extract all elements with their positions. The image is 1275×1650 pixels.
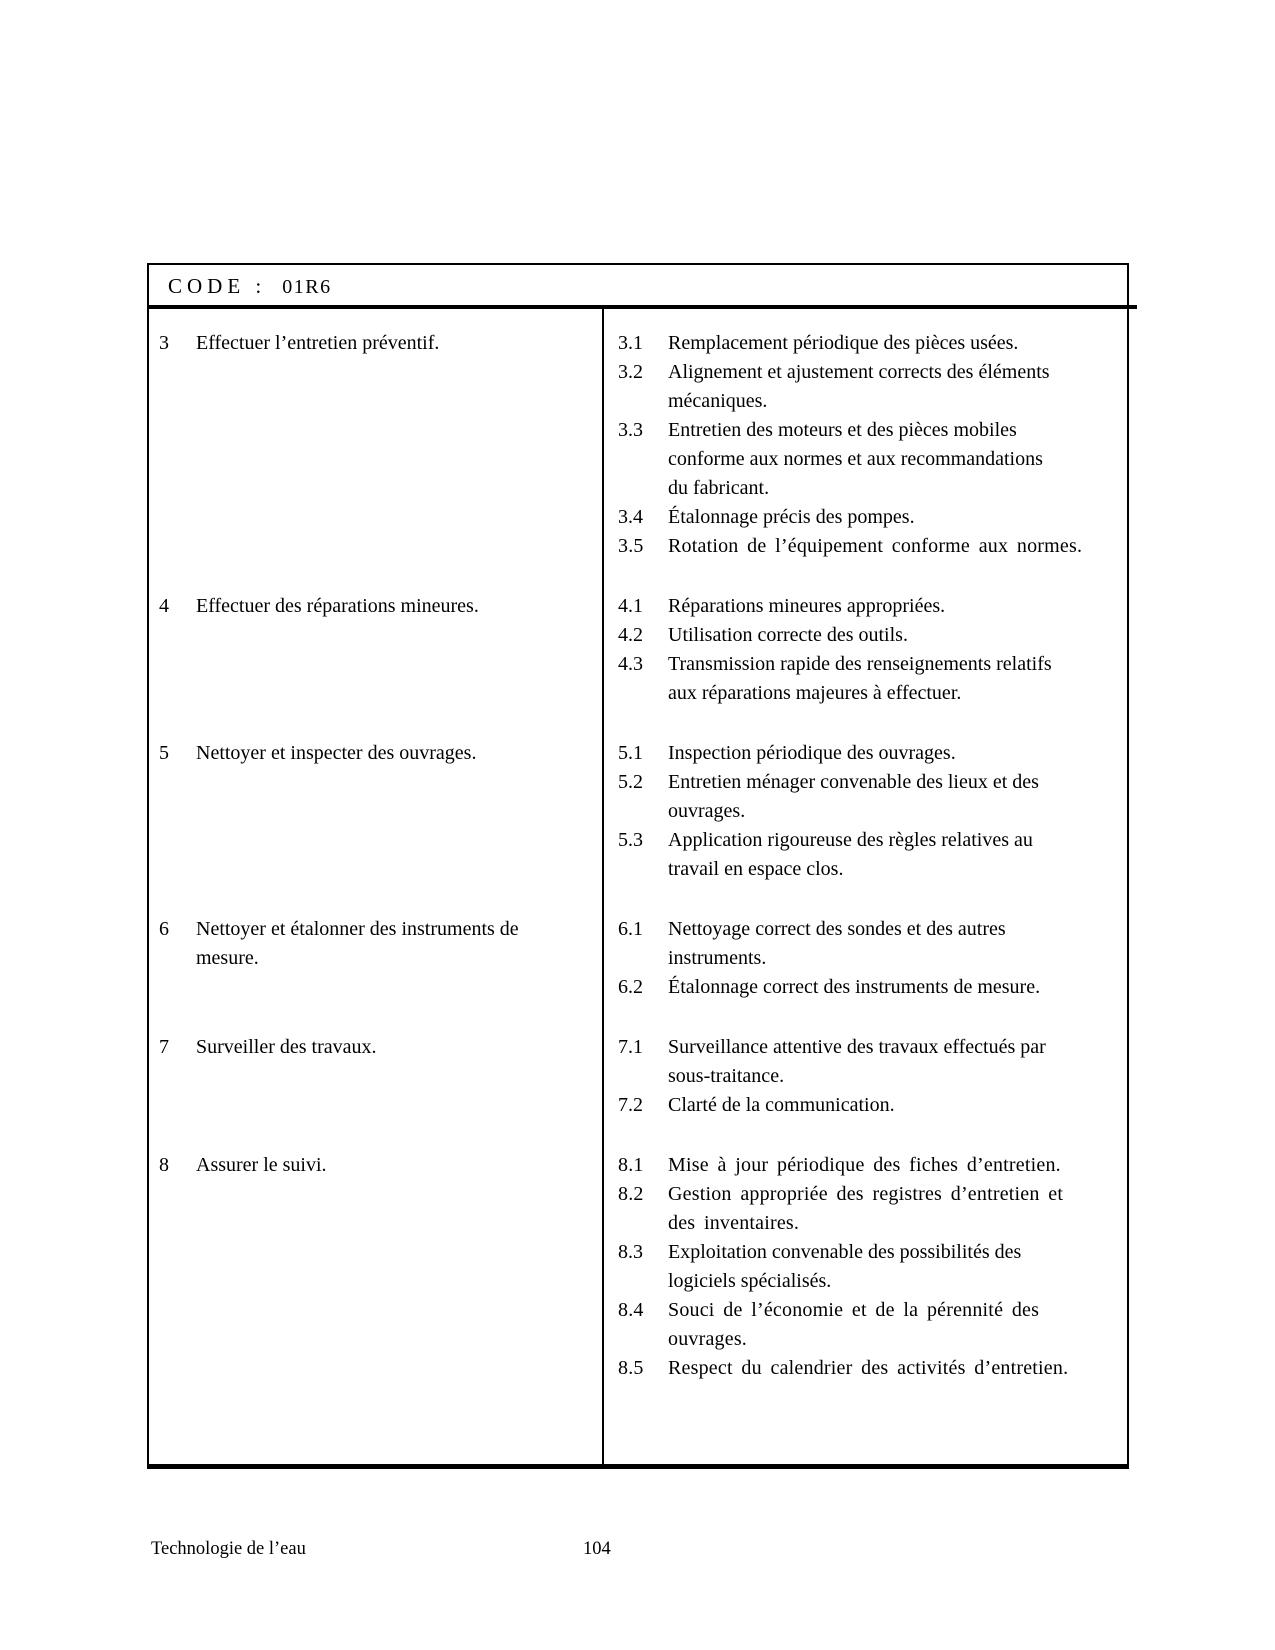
criterion-text: des inventaires. [668, 1212, 800, 1234]
table-row [149, 1151, 1127, 1383]
text-line [618, 768, 1123, 797]
text-line [159, 1033, 590, 1062]
objective-text: Nettoyer et inspecter des ouvrages. [196, 742, 477, 764]
text-line [618, 1296, 1123, 1325]
criterion-text: instruments. [668, 947, 767, 969]
text-line [618, 1209, 1123, 1238]
criterion-number [618, 387, 668, 416]
objective-cell [149, 1033, 604, 1120]
criterion-number: 5.3 [618, 829, 643, 851]
text-line [618, 679, 1123, 708]
criterion-number [618, 474, 668, 503]
criterion-text: Souci de l’économie et de la pérennité des [668, 1299, 1040, 1321]
text-line [618, 797, 1123, 826]
criteria-cell [604, 1033, 1127, 1120]
criterion-number: 4.2 [618, 624, 643, 646]
objective-cell [149, 1151, 604, 1383]
text-line [159, 944, 590, 973]
text-line [618, 650, 1123, 679]
criterion-text: Rotation de l’équipement conforme aux normes. [668, 535, 1083, 557]
criterion-number: 8.1 [618, 1154, 644, 1176]
text-line [618, 1180, 1123, 1209]
text-line [618, 532, 1123, 561]
text-line [618, 358, 1123, 387]
text-line [618, 739, 1123, 768]
column-divider [602, 309, 604, 1464]
criterion-number [618, 944, 668, 973]
text-line [618, 1091, 1123, 1120]
criterion-text: du fabricant. [668, 477, 770, 499]
criterion-number: 5.2 [618, 771, 643, 793]
criterion-number [618, 855, 668, 884]
objective-cell [149, 329, 604, 561]
criterion-number [618, 1062, 668, 1091]
criterion-number: 8.5 [618, 1357, 644, 1379]
objective-number: 8 [159, 1154, 169, 1176]
text-line [618, 1267, 1123, 1296]
footer-page-number: 104 [583, 1539, 611, 1559]
criterion-number: 7.2 [618, 1094, 643, 1116]
criterion-text: aux réparations majeures à effectuer. [668, 682, 962, 704]
criterion-text: Application rigoureuse des règles relatives au [668, 829, 1033, 851]
criterion-number: 4.1 [618, 595, 643, 617]
objective-text: Effectuer l’entretien préventif. [196, 332, 440, 354]
criterion-text: Entretien ménager convenable des lieux et des [668, 771, 1039, 793]
criteria-cell [604, 329, 1127, 561]
criterion-number: 8.3 [618, 1241, 643, 1263]
criterion-text: Transmission rapide des renseignements relatifs [668, 653, 1052, 675]
text-line [618, 503, 1123, 532]
objective-text: Nettoyer et étalonner des instruments de [196, 918, 519, 940]
objective-number: 5 [159, 742, 169, 764]
criterion-text: conforme aux normes et aux recommandations [668, 448, 1043, 470]
objective-number: 6 [159, 918, 169, 940]
criterion-text: Remplacement périodique des pièces usées. [668, 332, 1019, 354]
objective-text: mesure. [196, 947, 259, 969]
table-row [149, 329, 1127, 561]
table-row [149, 592, 1127, 708]
text-line [618, 1033, 1123, 1062]
text-line [618, 1151, 1123, 1180]
footer-document-title: Technologie de l’eau [151, 1539, 306, 1559]
table-row [149, 1033, 1127, 1120]
text-line [159, 739, 590, 768]
criterion-number: 3.4 [618, 506, 643, 528]
text-line [618, 944, 1123, 973]
criterion-text: Mise à jour périodique des fiches d’entretien. [668, 1154, 1061, 1176]
criterion-number: 3.3 [618, 419, 643, 441]
criterion-text: sous-traitance. [668, 1065, 785, 1087]
criterion-text: Étalonnage correct des instruments de mesure. [668, 976, 1041, 998]
criteria-cell [604, 1151, 1127, 1383]
objective-text: Assurer le suivi. [196, 1154, 327, 1176]
criterion-number [618, 1209, 668, 1238]
code-header [149, 265, 1127, 305]
criterion-number [618, 797, 668, 826]
criterion-number [618, 679, 668, 708]
criterion-text: logiciels spécialisés. [668, 1270, 832, 1292]
criterion-number: 6.1 [618, 918, 643, 940]
criterion-text: Inspection périodique des ouvrages. [668, 742, 956, 764]
code-value: 01R6 [282, 276, 332, 298]
criteria-cell [604, 915, 1127, 1002]
criterion-text: Exploitation convenable des possibilités des [668, 1241, 1022, 1263]
table-rows-container [149, 329, 1127, 1383]
criterion-number: 7.1 [618, 1036, 643, 1058]
text-line [618, 915, 1123, 944]
criterion-number: 5.1 [618, 742, 643, 764]
criterion-number: 8.2 [618, 1183, 644, 1205]
criterion-text: Entretien des moteurs et des pièces mobiles [668, 419, 1017, 441]
objective-number: 3 [159, 332, 169, 354]
criterion-number: 8.4 [618, 1299, 644, 1321]
criterion-text: ouvrages. [668, 800, 746, 822]
objective-cell [149, 592, 604, 708]
text-line [618, 445, 1123, 474]
text-line [618, 826, 1123, 855]
objective-number [159, 944, 196, 973]
text-line [159, 1151, 590, 1180]
objective-cell [149, 915, 604, 1002]
objective-number: 7 [159, 1036, 169, 1058]
text-line [618, 973, 1123, 1002]
text-line [618, 416, 1123, 445]
text-line [159, 915, 590, 944]
criteria-cell [604, 592, 1127, 708]
criterion-number [618, 1325, 668, 1354]
objective-text: Surveiller des travaux. [196, 1036, 377, 1058]
criterion-text: Réparations mineures appropriées. [668, 595, 946, 617]
text-line [618, 592, 1123, 621]
criteria-cell [604, 739, 1127, 884]
code-table [147, 263, 1129, 1469]
criterion-number: 6.2 [618, 976, 643, 998]
criterion-number: 3.1 [618, 332, 643, 354]
criterion-text: Alignement et ajustement corrects des éléments [668, 361, 1050, 383]
criterion-number: 3.2 [618, 361, 643, 383]
table-body [149, 309, 1127, 1464]
text-line [159, 329, 590, 358]
table-row [149, 739, 1127, 884]
criterion-number: 3.5 [618, 535, 644, 557]
criterion-number: 4.3 [618, 653, 643, 675]
criterion-text: Nettoyage correct des sondes et des autres [668, 918, 1006, 940]
criterion-number [618, 445, 668, 474]
text-line [618, 1062, 1123, 1091]
criterion-text: Surveillance attentive des travaux effectués par [668, 1036, 1046, 1058]
criterion-text: Étalonnage précis des pompes. [668, 506, 915, 528]
code-label: CODE : [168, 274, 267, 298]
table-row [149, 915, 1127, 1002]
text-line [618, 1238, 1123, 1267]
text-line [618, 329, 1123, 358]
text-line [159, 592, 590, 621]
text-line [618, 387, 1123, 416]
text-line [618, 855, 1123, 884]
text-line [618, 1325, 1123, 1354]
criterion-text: Clarté de la communication. [668, 1094, 895, 1116]
criterion-text: travail en espace clos. [668, 858, 844, 880]
criterion-text: Gestion appropriée des registres d’entretien et [668, 1183, 1064, 1205]
criterion-text: Respect du calendrier des activités d’entretien. [668, 1357, 1069, 1379]
text-line [618, 621, 1123, 650]
objective-text: Effectuer des réparations mineures. [196, 595, 479, 617]
criterion-text: mécaniques. [668, 390, 768, 412]
objective-cell [149, 739, 604, 884]
text-line [618, 1354, 1123, 1383]
criterion-number [618, 1267, 668, 1296]
objective-number: 4 [159, 595, 169, 617]
criterion-text: Utilisation correcte des outils. [668, 624, 908, 646]
criterion-text: ouvrages. [668, 1328, 747, 1350]
text-line [618, 474, 1123, 503]
